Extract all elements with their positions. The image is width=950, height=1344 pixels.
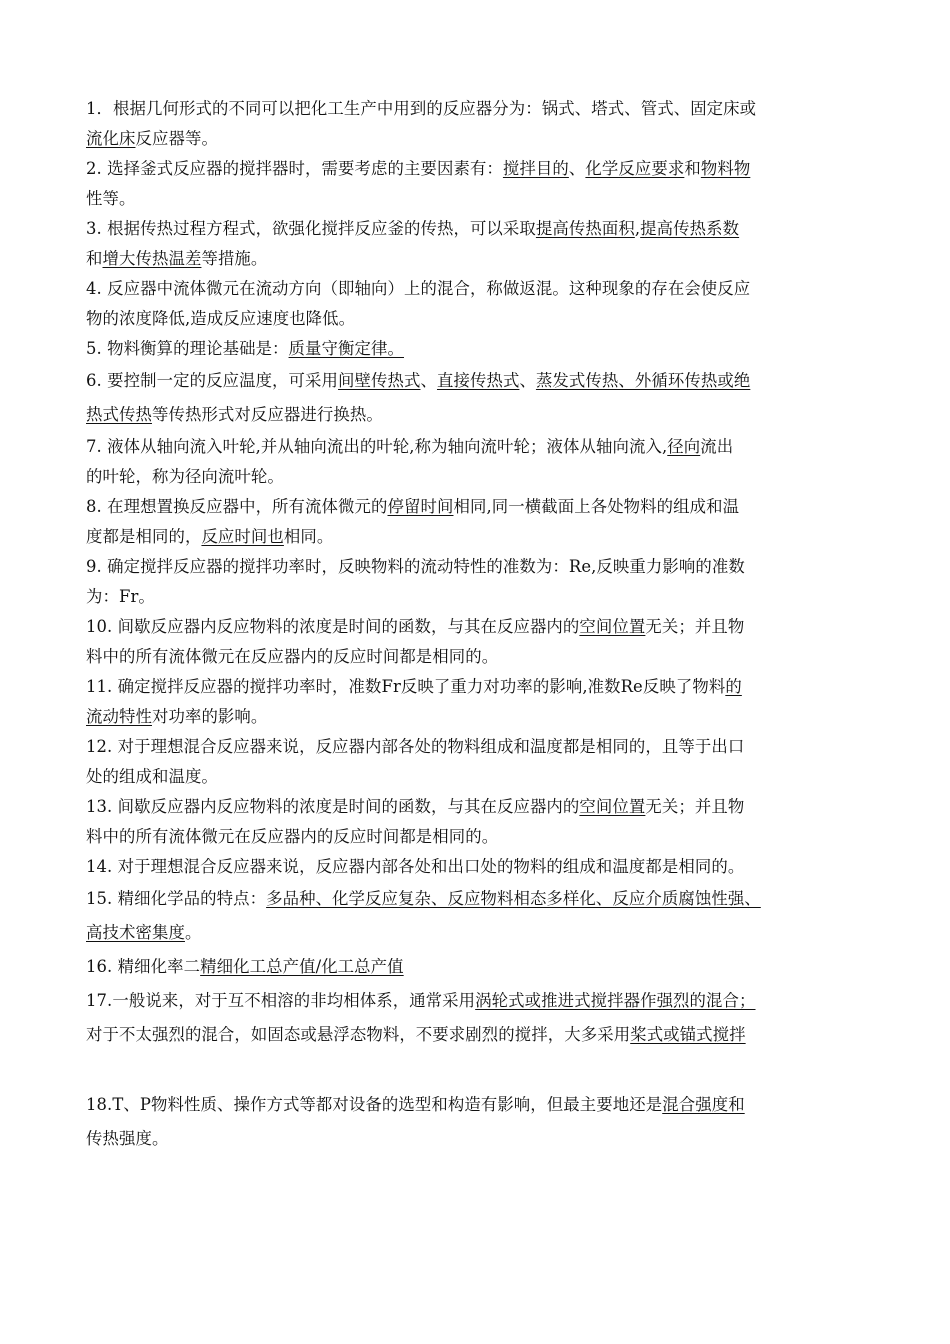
text-segment: 性等。 (86, 189, 136, 208)
text-segment: 物的浓度降低,造成反应速度也降低。 (86, 309, 356, 328)
text-segment: 18.T、P物料性质、操作方式等都对设备的选型和构造有影响，但最主要地还是 (86, 1095, 663, 1114)
text-line (86, 1122, 870, 1156)
text-line (86, 1088, 870, 1122)
text-segment: 相同。 (283, 527, 334, 546)
underlined-answer: 空间位置 (579, 797, 646, 816)
text-segment: 对功率的影响。 (151, 707, 268, 726)
text-segment: 8. 在理想置换反应器中，所有流体微元的 (86, 497, 388, 516)
text-segment: 、 (420, 371, 437, 390)
text-line (86, 214, 870, 244)
text-segment: 和 (86, 249, 103, 268)
underlined-answer: 直接传热式 (436, 371, 520, 390)
question-item (86, 154, 870, 214)
text-line (86, 274, 870, 304)
text-segment: 料中的所有流体微元在反应器内的反应时间都是相同的。 (86, 647, 499, 666)
text-line (86, 950, 870, 984)
text-segment: 10. 间歇反应器内反应物料的浓度是时间的函数，与其在反应器内的 (86, 617, 580, 636)
question-item (86, 214, 870, 274)
question-item (86, 334, 870, 364)
underlined-answer: 停留时间 (387, 497, 454, 516)
question-item (86, 950, 870, 984)
question-item (86, 552, 870, 612)
text-line (86, 398, 870, 432)
text-line (86, 244, 870, 274)
underlined-answer: 桨式或锚式搅拌 (630, 1025, 746, 1044)
underlined-answer: 流动特性 (86, 707, 152, 726)
text-line (86, 642, 870, 672)
underlined-answer: 提高传热面积 (535, 219, 635, 238)
text-line (86, 94, 870, 124)
underlined-answer: 增大传热温差 (102, 249, 202, 268)
text-segment: 无关；并且物 (645, 797, 745, 816)
text-line (86, 1018, 870, 1052)
underlined-answer: 径向 (667, 437, 701, 456)
text-line (86, 582, 870, 612)
question-item (86, 672, 870, 732)
text-segment: 16. 精细化率二 (86, 957, 201, 976)
text-line (86, 304, 870, 334)
underlined-answer: 间壁传热式 (338, 371, 421, 390)
text-segment: 13. 间歇反应器内反应物料的浓度是时间的函数，与其在反应器内的 (86, 797, 580, 816)
text-line (86, 364, 870, 398)
question-item (86, 882, 870, 950)
question-item (86, 1088, 870, 1156)
text-line (86, 492, 870, 522)
underlined-answer: 蒸发式传热、外循环传热或绝 (535, 371, 751, 390)
text-segment: 7. 液体从轴向流入叶轮,并从轴向流出的叶轮,称为轴向流叶轮；液体从轴向流入, (86, 437, 668, 456)
text-segment: 3. 根据传热过程方程式，欲强化搅拌反应釜的传热，可以采取 (86, 219, 536, 238)
question-item (86, 432, 870, 492)
text-line (86, 184, 870, 214)
text-segment: 、 (519, 371, 536, 390)
question-item (86, 94, 870, 154)
underlined-answer: 空间位置 (579, 617, 646, 636)
document-body (86, 94, 870, 1156)
text-line (86, 154, 870, 184)
underlined-answer: 高技术密集度 (86, 923, 185, 942)
question-item (86, 984, 870, 1052)
question-item (86, 612, 870, 672)
question-item (86, 792, 870, 852)
question-item (86, 732, 870, 792)
text-segment: 6. 要控制一定的反应温度，可采用 (86, 371, 339, 390)
text-segment: 反应器等。 (135, 129, 218, 148)
underlined-answer: 搅拌目的 (502, 159, 569, 178)
text-line (86, 984, 870, 1018)
question-item (86, 852, 870, 882)
text-line (86, 432, 870, 462)
text-line (86, 822, 870, 852)
text-segment: 度都是相同的， (86, 527, 202, 546)
text-segment: 等传热形式对反应器进行换热。 (151, 405, 383, 424)
underlined-answer: 涡轮式或推进式搅拌器作强烈的混合； (475, 991, 756, 1010)
text-line (86, 612, 870, 642)
text-segment: 5. 物料衡算的理论基础是： (86, 339, 289, 358)
text-segment: 等措施。 (201, 249, 268, 268)
text-line (86, 672, 870, 702)
text-line (86, 792, 870, 822)
question-item (86, 364, 870, 432)
text-segment: 15. 精细化学品的特点： (86, 889, 267, 908)
text-segment: 17.一般说来，对于互不相溶的非均相体系，通常采用 (86, 991, 476, 1010)
text-segment: 的叶轮，称为径向流叶轮。 (86, 467, 284, 486)
text-segment: 无关；并且物 (645, 617, 745, 636)
text-segment: 11. 确定搅拌反应器的搅拌功率时，准数Fr反映了重力对功率的影响,准数Re反映了物料 (86, 677, 726, 696)
underlined-answer: 多品种、化学反应复杂、反应物料相态多样化、反应介质腐蚀性强、 (266, 889, 761, 908)
underlined-answer: 化学反应要求 (585, 159, 685, 178)
text-line (86, 732, 870, 762)
underlined-answer: 精细化工总产值/化工总产值 (200, 957, 404, 976)
underlined-answer: 质量守衡定律。 (288, 339, 404, 358)
text-segment: 4. 反应器中流体微元在流动方向（即轴向）上的混合，称做返混。这种现象的存在会使反应 (86, 279, 751, 298)
question-item (86, 492, 870, 552)
text-segment: , (634, 219, 641, 238)
blank-spacer (86, 1052, 870, 1088)
text-segment: 2. 选择釜式反应器的搅拌器时，需要考虑的主要因素有： (86, 159, 503, 178)
text-line (86, 852, 870, 882)
text-line (86, 916, 870, 950)
text-segment: 为：Fr。 (86, 587, 155, 606)
text-segment: 1．根据几何形式的不同可以把化工生产中用到的反应器分为：锅式、塔式、管式、固定床或 (86, 99, 757, 118)
text-segment: 和 (684, 159, 701, 178)
underlined-answer: 的 (725, 677, 742, 696)
text-segment: 9. 确定搅拌反应器的搅拌功率时，反映物料的流动特性的准数为：Re,反映重力影响的准数 (86, 557, 745, 576)
text-segment: 对于不太强烈的混合，如固态或悬浮态物料，不要求剧烈的搅拌，大多采用 (86, 1025, 631, 1044)
text-segment: 12. 对于理想混合反应器来说，反应器内部各处的物料组成和温度都是相同的，且等于出口 (86, 737, 745, 756)
text-line (86, 334, 870, 364)
underlined-answer: 物料物 (700, 159, 751, 178)
text-segment: 流出 (700, 437, 734, 456)
text-segment: 处的组成和温度。 (86, 767, 218, 786)
text-segment: 相同,同一横截面上各处物料的组成和温 (453, 497, 740, 516)
underlined-answer: 反应时间也 (201, 527, 284, 546)
text-segment: 14. 对于理想混合反应器来说，反应器内部各处和出口处的物料的组成和温度都是相同的。 (86, 857, 745, 876)
underlined-answer: 提高传热系数 (640, 219, 740, 238)
underlined-answer: 混合强度和 (662, 1095, 745, 1114)
text-line (86, 124, 870, 154)
text-segment: 料中的所有流体微元在反应器内的反应时间都是相同的。 (86, 827, 499, 846)
text-segment: 传热强度。 (86, 1129, 169, 1148)
text-line (86, 462, 870, 492)
underlined-answer: 流化床 (86, 129, 136, 148)
text-line (86, 702, 870, 732)
text-line (86, 522, 870, 552)
text-segment: 、 (568, 159, 586, 178)
underlined-answer: 热式传热 (86, 405, 152, 424)
question-item (86, 274, 870, 334)
text-segment: 。 (184, 923, 202, 942)
text-line (86, 762, 870, 792)
text-line (86, 552, 870, 582)
text-line (86, 882, 870, 916)
